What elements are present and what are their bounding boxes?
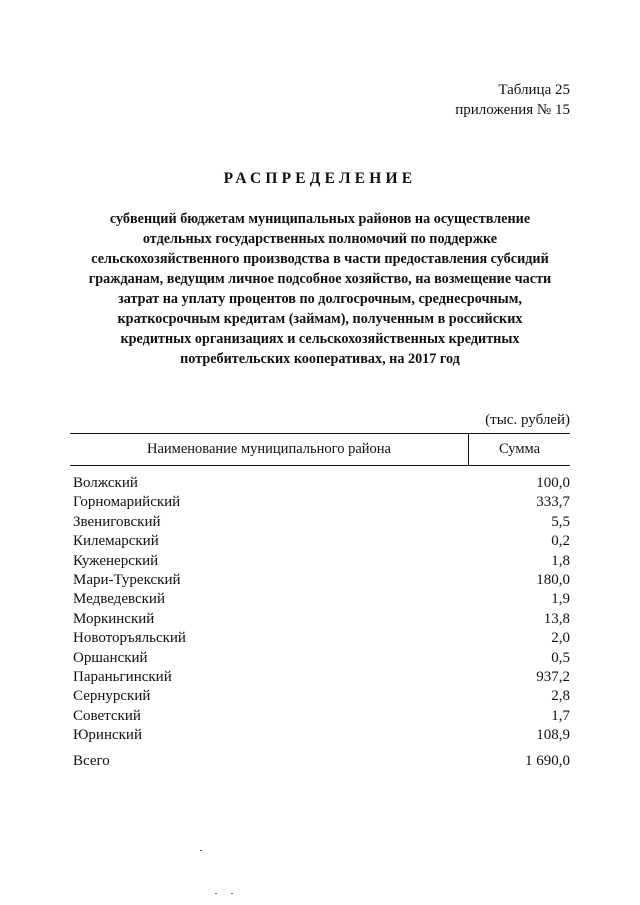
total-row	[70, 751, 570, 771]
table-number: Таблица 25	[498, 82, 570, 98]
district-amount: 1,9	[551, 591, 570, 608]
document-title: РАСПРЕДЕЛЕНИЕ	[223, 170, 417, 187]
table-reference	[455, 80, 570, 120]
subtitle-line: отдельных государственных полномочий по поддержке	[142, 231, 498, 247]
district-amount: 0,2	[551, 533, 570, 550]
total-amount: 1 690,0	[525, 753, 570, 770]
district-name: Килемарский	[73, 533, 159, 550]
table-row	[70, 571, 570, 590]
table-row	[70, 649, 570, 668]
scan-speck	[200, 850, 202, 851]
scan-speck	[231, 893, 233, 894]
district-amount: 937,2	[536, 668, 570, 685]
table-row	[70, 474, 570, 493]
table-row	[70, 610, 570, 629]
document-subtitle	[80, 209, 560, 369]
table-row	[70, 726, 570, 745]
units-label: (тыс. рублей)	[485, 412, 570, 428]
district-name: Звениговский	[73, 513, 161, 530]
scan-speck	[215, 893, 217, 894]
district-amount: 2,8	[551, 688, 570, 705]
subtitle-line: гражданам, ведущим личное подсобное хозяйство, на возмещение части	[88, 271, 552, 287]
subtitle-line: затрат на уплату процентов по долгосрочным, среднесрочным,	[118, 291, 522, 307]
appendix-number: приложения № 15	[455, 102, 570, 118]
distribution-table	[70, 433, 570, 771]
district-name: Юринский	[73, 727, 142, 744]
table-body	[70, 474, 570, 745]
table-row	[70, 552, 570, 571]
district-name: Мари-Турекский	[73, 571, 181, 588]
subtitle-line: краткосрочным кредитам (займам), полученным в российских	[117, 311, 523, 327]
table-row	[70, 687, 570, 706]
district-name: Оршанский	[73, 649, 148, 666]
district-amount: 0,5	[551, 649, 570, 666]
district-name: Параньгинский	[73, 668, 172, 685]
subtitle-line: субвенций бюджетам муниципальных районов на осуществление	[109, 211, 531, 227]
district-name: Советский	[73, 707, 141, 724]
table-row	[70, 707, 570, 726]
district-amount: 1,7	[551, 707, 570, 724]
district-name: Горномарийский	[73, 494, 181, 511]
district-name: Моркинский	[73, 610, 155, 627]
table-row	[70, 590, 570, 609]
district-amount: 100,0	[536, 475, 570, 491]
district-name: Новоторъяльский	[73, 630, 186, 647]
table-row	[70, 493, 570, 512]
district-amount: 1,8	[551, 552, 570, 569]
column-header-district: Наименование муниципального района	[70, 434, 469, 465]
district-amount: 180,0	[536, 571, 570, 588]
table-header	[70, 433, 570, 466]
subtitle-line: кредитных организациях и сельскохозяйственных кредитных	[120, 331, 520, 347]
district-name: Волжский	[73, 475, 138, 491]
district-amount: 2,0	[551, 630, 570, 647]
district-name: Медведевский	[73, 591, 165, 608]
district-amount: 108,9	[536, 727, 570, 744]
district-amount: 333,7	[536, 494, 570, 511]
district-name: Куженерский	[73, 552, 159, 569]
district-amount: 5,5	[551, 513, 570, 530]
table-row	[70, 532, 570, 551]
district-name: Сернурский	[73, 688, 151, 705]
subtitle-line: потребительских кооперативах, на 2017 год	[180, 351, 460, 367]
table-row	[70, 629, 570, 648]
table-row	[70, 668, 570, 687]
column-header-amount: Сумма	[498, 441, 541, 457]
district-amount: 13,8	[543, 610, 570, 627]
subtitle-line: сельскохозяйственного производства в части предоставления субсидий	[91, 251, 549, 267]
table-row	[70, 513, 570, 532]
total-label: Всего	[73, 753, 110, 770]
